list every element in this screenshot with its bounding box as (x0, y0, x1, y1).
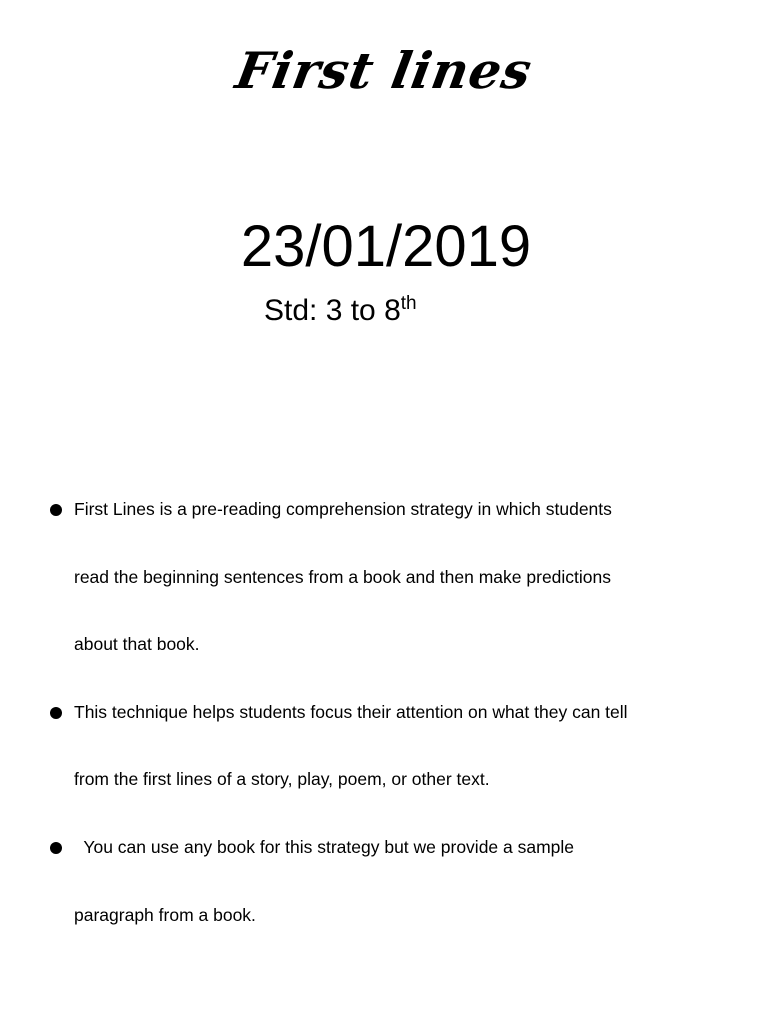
bullet-1-line-3: about that book. (74, 634, 200, 654)
bullet-1-line-1: First Lines is a pre-reading comprehension strategy in which students (74, 499, 612, 519)
bullet-2-line-1: This technique helps students focus their attention on what they can tell (74, 702, 628, 722)
page-title: First lines (231, 41, 537, 100)
standard-label (264, 293, 417, 327)
bullet-icon (50, 842, 62, 854)
bullet-3-line-1: You can use any book for this strategy but we provide a sample (74, 837, 575, 857)
standard-superscript: th (400, 293, 417, 314)
bullet-2-line-2: from the first lines of a story, play, poem, or other text. (74, 769, 490, 789)
bullet-3-line-2: paragraph from a book. (74, 905, 256, 925)
bullet-icon (50, 504, 62, 516)
bullet-icon (50, 707, 62, 719)
standard-text: Std: 3 to 8 (264, 294, 401, 327)
bullet-1-line-2: read the beginning sentences from a book and then make predictions (74, 567, 612, 587)
date-heading: 23/01/2019 (240, 214, 532, 279)
